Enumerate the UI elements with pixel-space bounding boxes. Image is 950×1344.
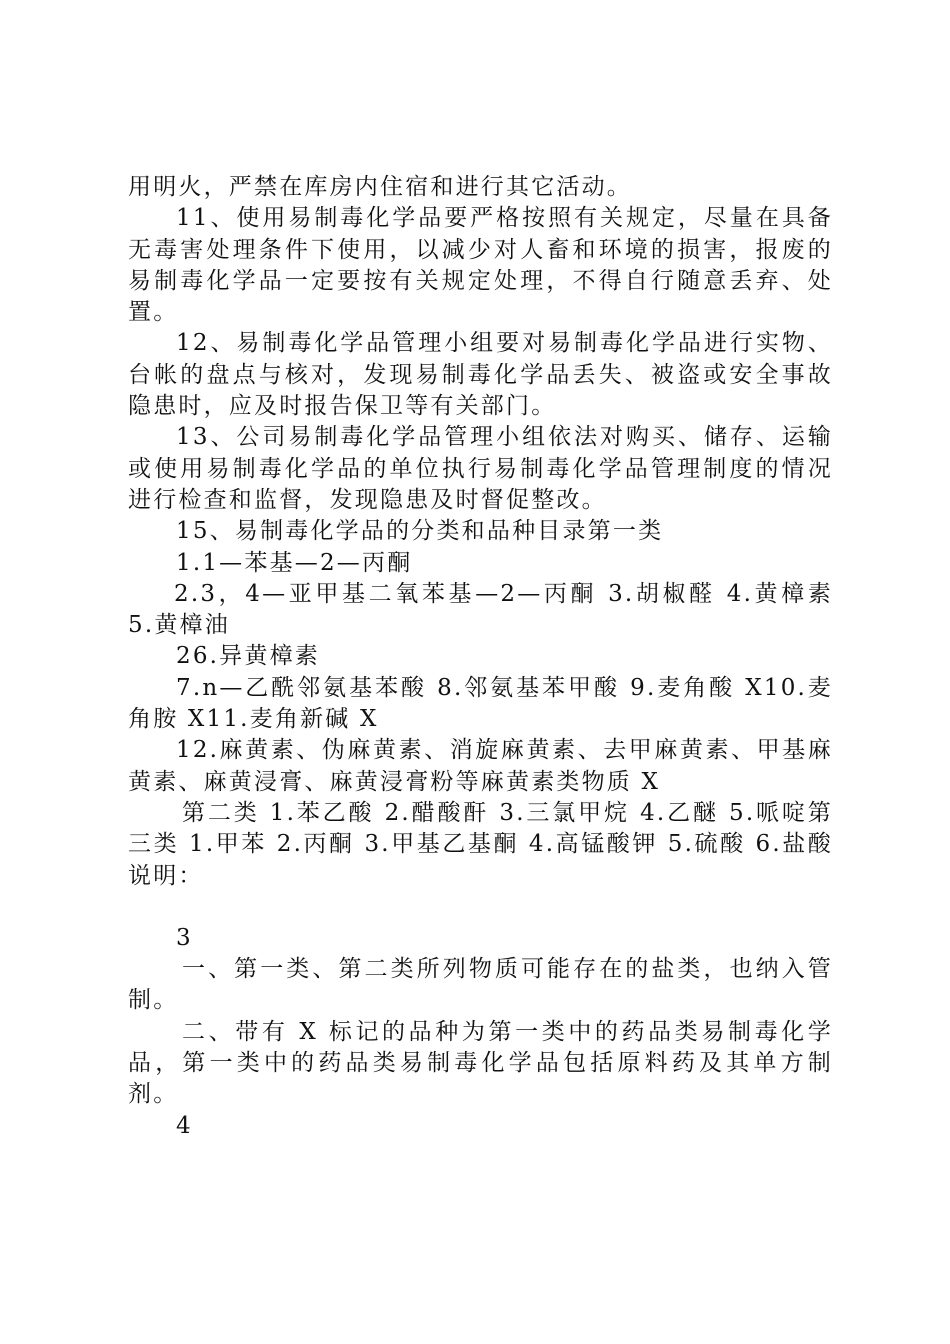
list-item-category1-6: 26.异黄樟素: [176, 643, 320, 670]
paragraph-continuation: 用明火，严禁在库房内住宿和进行其它活动。: [128, 174, 632, 200]
list-item-category1-2-5: 2.3，4—亚甲基二氧苯基—2—丙酮 3.胡椒醛 4.黄樟素 5.黄樟油: [128, 580, 833, 639]
paragraph-item-12: 12、易制毒化学品管理小组要对易制毒化学品进行实物、台帐的盘点与核对，发现易制毒化学品丢失、被盗或安全事故隐患时，应及时报告保卫等有关部门。: [128, 330, 833, 420]
paragraph-item-13: 13、公司易制毒化学品管理小组依法对购买、储存、运输或使用易制毒化学品的单位执行易制毒化学品管理制度的情况进行检查和监督，发现隐患及时督促整改。: [128, 424, 833, 513]
list-item-category1-7-11: 7.n—乙酰邻氨基苯酸 8.邻氨基苯甲酸 9.麦角酸 X10.麦角胺 X11.麦角新碱 X: [128, 674, 833, 733]
list-item-category1-12: 12.麻黄素、伪麻黄素、消旋麻黄素、去甲麻黄素、甲基麻黄素、麻黄浸膏、麻黄浸膏粉等麻黄素类物质 X: [128, 737, 833, 795]
page-number-3: 3: [176, 924, 193, 951]
document-body: [128, 172, 833, 1142]
list-item-category1-1: 1.1—苯基—2—丙酮: [176, 549, 413, 576]
note-one: 一、第一类、第二类所列物质可能存在的盐类，也纳入管制。: [128, 956, 833, 1014]
paragraph-item-15-heading: 15、易制毒化学品的分类和品种目录第一类: [176, 518, 664, 545]
list-category2-category3: 第二类 1.苯乙酸 2.醋酸酐 3.三氯甲烷 4.乙醚 5.哌啶第三类 1.甲苯 2.丙酮 3.甲基乙基酮 4.高锰酸钾 5.硫酸 6.盐酸说明：: [128, 799, 833, 889]
paragraph-item-11: 11、使用易制毒化学品要严格按照有关规定，尽量在具备无毒害处理条件下使用，以减少对人畜和环境的损害，报废的易制毒化学品一定要按有关规定处理，不得自行随意丢弃、处置。: [128, 205, 833, 326]
note-two: 二、带有 X 标记的品种为第一类中的药品类易制毒化学品，第一类中的药品类易制毒化学品包括原料药及其单方制剂。: [128, 1018, 833, 1108]
page-number-4: 4: [176, 1112, 193, 1139]
